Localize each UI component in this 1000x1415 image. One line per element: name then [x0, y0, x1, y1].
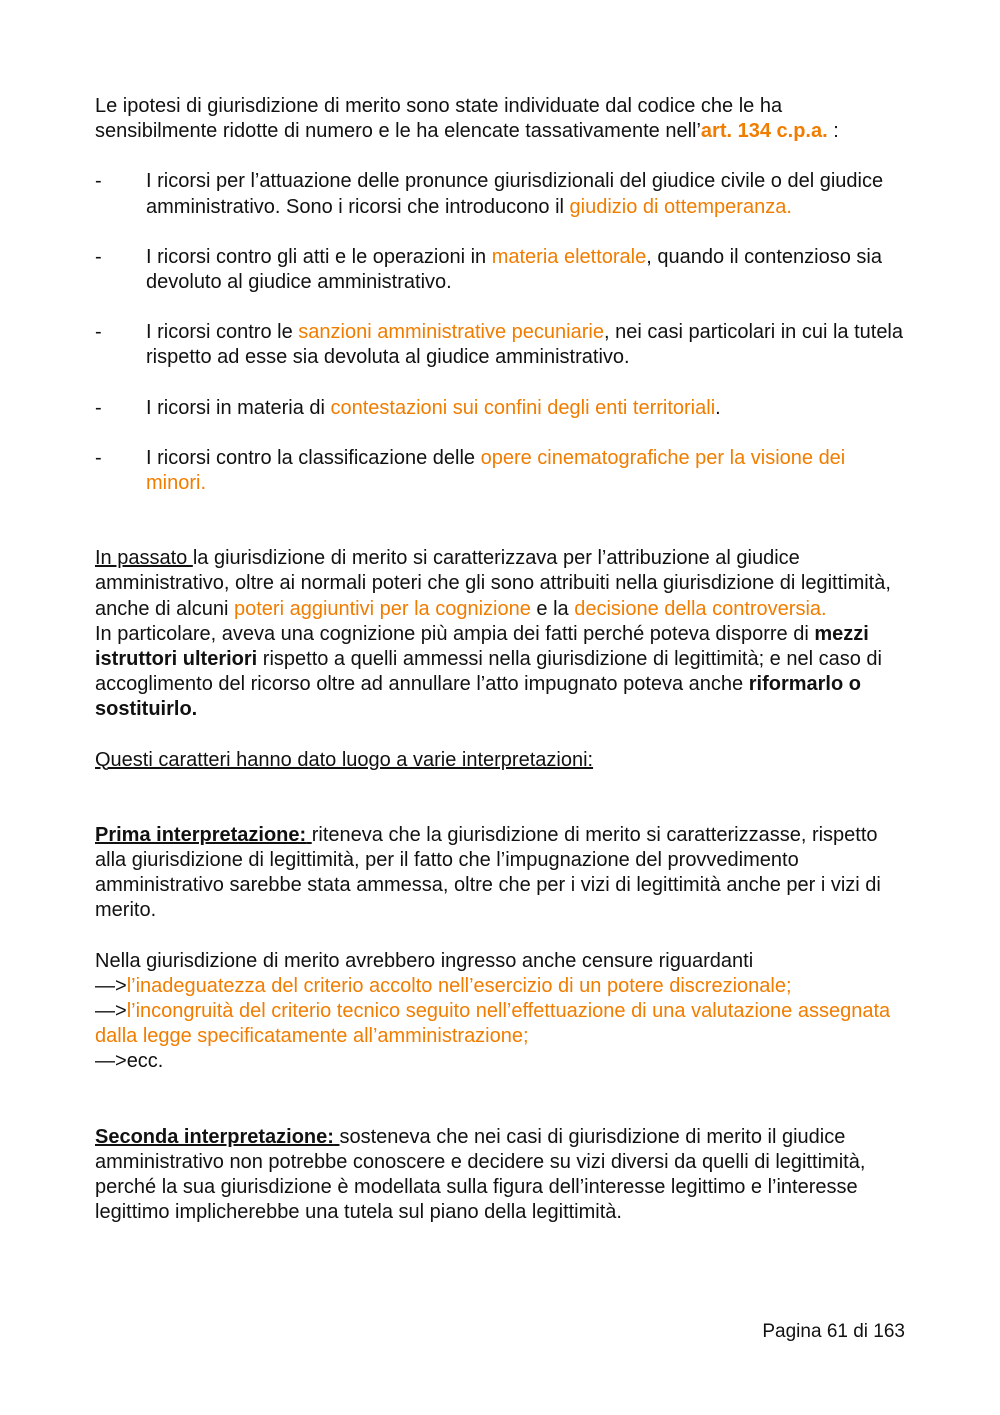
highlight-text: contestazioni sui confini degli enti territoriali [330, 396, 716, 419]
list-dash: - [95, 396, 102, 419]
list-dash: - [95, 321, 102, 344]
underlined-lead: In passato [95, 547, 193, 570]
page-number: Pagina 61 di 163 [762, 1321, 905, 1342]
prima-interpretazione: Prima interpretazione: riteneva che la giurisdizione di merito si caratterizzasse, rispetto alla giurisdizione di legittimità, per il fatto che l’impugnazione del provvedimento amministrativo sarebbe stata ammessa, oltre che per i vizi di legittimità anche per i vizi di merito. [95, 823, 881, 922]
highlight-text: materia elettorale [491, 245, 647, 268]
censure-item: —>ecc. [95, 1050, 164, 1073]
list-item: - I ricorsi contro la classificazione delle opere cinematografiche per la visione dei minori. [95, 446, 905, 496]
seconda-interpretazione: Seconda interpretazione: sosteneva che nei casi di giurisdizione di merito il giudice amministrativo non potrebbe conoscere e decidere su vizi diversi da quelli di legittimità, perché la sua giurisdizione è modellata sulla figura dell’interesse legittimo e l’interesse legittimo implicherebbe una tutela sul piano della legittimità. [95, 1125, 866, 1224]
list-dash: - [95, 170, 102, 193]
highlight-text: giudizio di ottemperanza. [569, 195, 792, 218]
particolare-paragraph: In particolare, aveva una cognizione più ampia dei fatti perché poteva disporre di mezzi istruttori ulteriori rispetto a quelli ammessi nella giurisdizione di legittimità; e nel caso di accoglimento del ricorso oltre ad annullare l’atto impugnato poteva anche riformarlo o sostituirlo. [95, 622, 882, 721]
passato-paragraph: In passato la giurisdizione di merito si caratterizzava per l’attribuzione al giudice amministrativo, oltre ai normali poteri che gli sono attribuiti nella giurisdizione di legittimità, anche di alcuni poteri aggiuntivi per la cognizione e la decisione della controversia. [95, 547, 891, 620]
article-reference: art. 134 c.p.a. [700, 120, 828, 143]
document-page [95, 94, 905, 1226]
merit-cases-list [95, 169, 905, 496]
list-item: - I ricorsi contro gli atti e le operazioni in materia elettorale, quando il contenzioso sia devoluto al giudice amministrativo. [95, 245, 905, 295]
censure-item: —>l’incongruità del criterio tecnico seguito nell’effettuazione di una valutazione assegnata dalla legge specificatamente all’amministrazione; [95, 1000, 891, 1048]
highlight-text: sanzioni amministrative pecuniarie [298, 321, 604, 344]
list-item: - I ricorsi per l’attuazione delle pronunce giurisdizionali del giudice civile o del giudice amministrativo. Sono i ricorsi che introducono il giudizio di ottemperanza. [95, 169, 905, 219]
highlight-text: poteri aggiuntivi per la cognizione [233, 597, 531, 620]
arrow-glyph: —> [95, 1000, 127, 1023]
arrow-glyph: —> [95, 1050, 127, 1073]
list-dash: - [95, 446, 102, 469]
list-dash: - [95, 245, 102, 268]
list-item: - I ricorsi contro le sanzioni amministrative pecuniarie, nei casi particolari in cui la tutela rispetto ad esse sia devoluta al giudice amministrativo. [95, 320, 905, 370]
section-heading: Seconda interpretazione: [95, 1125, 334, 1148]
section-heading: Prima interpretazione: [95, 823, 307, 846]
censure-intro: Nella giurisdizione di merito avrebbero ingresso anche censure riguardanti [95, 949, 754, 972]
bold-text: riformarlo o sostituirlo. [95, 673, 861, 721]
censure-block [95, 949, 905, 1075]
bold-text: mezzi istruttori ulteriori [95, 622, 869, 671]
highlight-text: decisione della controversia. [574, 597, 827, 620]
intro-paragraph: Le ipotesi di giurisdizione di merito sono state individuate dal codice che le ha sensibilmente ridotte di numero e le ha elencate tassativamente nell’art. 134 c.p.a. : [95, 95, 839, 143]
list-item: - I ricorsi in materia di contestazioni sui confini degli enti territoriali. [95, 396, 905, 421]
interpretations-intro: Questi caratteri hanno dato luogo a varie interpretazioni: [95, 748, 594, 771]
censure-item: —>l’inadeguatezza del criterio accolto nell’esercizio di un potere discrezionale; [95, 974, 792, 997]
arrow-glyph: —> [95, 974, 127, 997]
highlight-text: opere cinematografiche per la visione dei minori. [146, 446, 846, 495]
